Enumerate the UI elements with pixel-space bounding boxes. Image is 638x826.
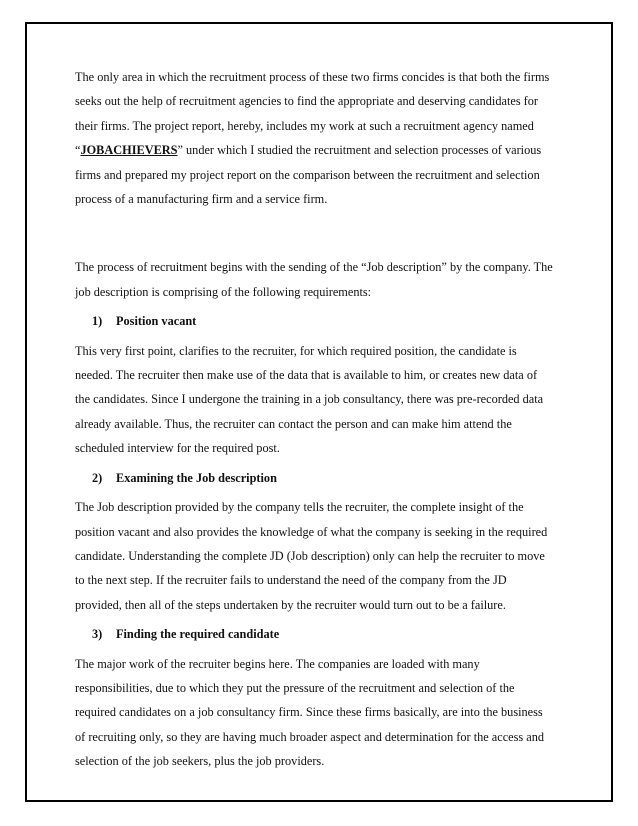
paragraph-process [75, 255, 570, 304]
heading-title: Finding the required candidate [116, 627, 280, 642]
text-line: scheduled interview for the required post. [75, 441, 280, 456]
text-line: seeks out the help of recruitment agencies to find the appropriate and deserving candidates for [75, 94, 539, 109]
text-line: their firms. The project report, hereby, includes my work at such a recruitment agency named [75, 118, 534, 133]
heading-number: 3) [92, 627, 103, 642]
paragraph-finding-candidate [75, 652, 570, 774]
text-line: job description is comprising of the following requirements: [75, 284, 372, 299]
paragraph-examining-jd [75, 495, 570, 617]
text-line: to the next step. If the recruiter fails to understand the need of the company from the JD [75, 573, 507, 588]
text-line [75, 138, 570, 162]
text-line: process of a manufacturing firm and a service firm. [75, 192, 328, 207]
text-line: responsibilities, due to which they put the pressure of the recruitment and selection of the [75, 680, 515, 695]
text-line: provided, then all of the steps undertaken by the recruiter would turn out to be a failure. [75, 597, 506, 612]
section-heading-finding-candidate [75, 622, 570, 646]
text-line: This very first point, clarifies to the recruiter, for which required position, the candidate is [75, 343, 517, 358]
company-name: JOBACHIEVERS [80, 143, 178, 158]
text-line: selection of the job seekers, plus the job providers. [75, 754, 325, 769]
text-line: The only area in which the recruitment process of these two firms concides is that both the firms [75, 70, 550, 84]
heading-number: 1) [92, 314, 103, 329]
text-line: the candidates. Since I undergone the training in a job consultancy, there was pre-recorded data [75, 392, 544, 407]
text-line: needed. The recruiter then make use of the data that is available to him, or creates new data of [75, 368, 538, 383]
text-line: candidate. Understanding the complete JD (Job description) only can help the recruiter to move [75, 548, 545, 563]
heading-title: Position vacant [116, 314, 197, 329]
text-line: of recruiting only, so they are having much broader aspect and determination for the access and [75, 729, 545, 744]
text-line: The major work of the recruiter begins here. The companies are loaded with many [75, 656, 480, 671]
text-line: The process of recruitment begins with the sending of the “Job description” by the company. The [75, 260, 553, 275]
document-body [75, 65, 570, 774]
text-line: The Job description provided by the company tells the recruiter, the complete insight of the [75, 500, 524, 515]
heading-title: Examining the Job description [116, 470, 277, 485]
paragraph-intro [75, 65, 570, 211]
spacer [75, 211, 570, 255]
section-heading-position-vacant [75, 309, 570, 333]
heading-number: 2) [92, 470, 103, 485]
text-line: required candidates on a job consultancy firm. Since these firms basically, are into the business [75, 705, 543, 720]
text-span: ” under which I studied the recruitment and selection processes of various [177, 143, 542, 158]
open-quote: “ [75, 143, 81, 158]
paragraph-position-vacant [75, 339, 570, 461]
section-heading-examining-jd [75, 466, 570, 490]
text-line: firms and prepared my project report on the comparison between the recruitment and selection [75, 167, 540, 182]
text-line: position vacant and also provides the knowledge of what the company is seeking in the required [75, 524, 548, 539]
text-line: already available. Thus, the recruiter can contact the person and can make him attend the [75, 416, 512, 431]
